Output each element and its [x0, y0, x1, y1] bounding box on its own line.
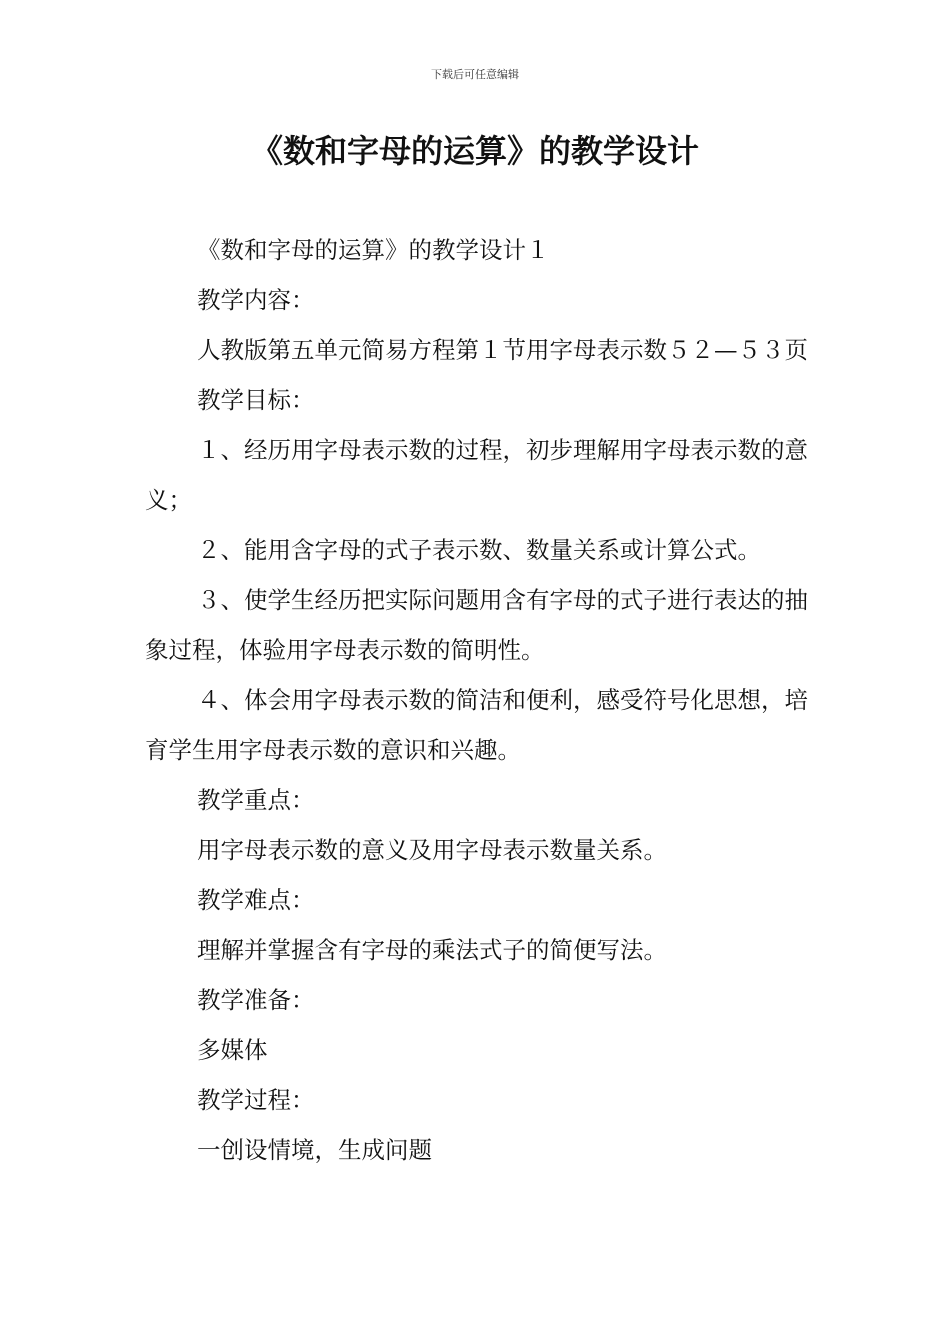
paragraph-objective-1: １、经历用字母表示数的过程，初步理解用字母表示数的意义；	[145, 436, 808, 514]
paragraph-preparation-text: 多媒体	[197, 1036, 268, 1064]
paragraph-content-text: 人教版第五单元简易方程第１节用字母表示数５２—５３页	[197, 336, 808, 364]
paragraph-difficulty-text: 理解并掌握含有字母的乘法式子的简便写法。	[197, 936, 667, 964]
document-body	[145, 225, 813, 1175]
paragraph-content-label: 教学内容：	[197, 286, 315, 314]
paragraph-objective-2: ２、能用含字母的式子表示数、数量关系或计算公式。	[197, 536, 761, 564]
paragraph-objective-4: ４、体会用字母表示数的简洁和便利，感受符号化思想，培育学生用字母表示数的意识和兴趣。	[145, 686, 808, 764]
paragraph-process-label: 教学过程：	[197, 1086, 315, 1114]
paragraph-process-step-1: 一创设情境，生成问题	[197, 1136, 432, 1164]
paragraph-objectives-label: 教学目标：	[197, 386, 315, 414]
paragraph-key-points-label: 教学重点：	[197, 786, 315, 814]
document-title: 《数和字母的运算》的教学设计	[250, 132, 699, 170]
paragraph-objective-3: ３、使学生经历把实际问题用含有字母的式子进行表达的抽象过程，体验用字母表示数的简明性。	[145, 586, 808, 664]
page-header-note: 下载后可任意编辑	[431, 68, 519, 81]
paragraph-preparation-label: 教学准备：	[197, 986, 315, 1014]
paragraph-key-points-text: 用字母表示数的意义及用字母表示数量关系。	[197, 836, 667, 864]
paragraph-difficulty-label: 教学难点：	[197, 886, 315, 914]
paragraph-section-heading: 《数和字母的运算》的教学设计１	[197, 236, 550, 264]
